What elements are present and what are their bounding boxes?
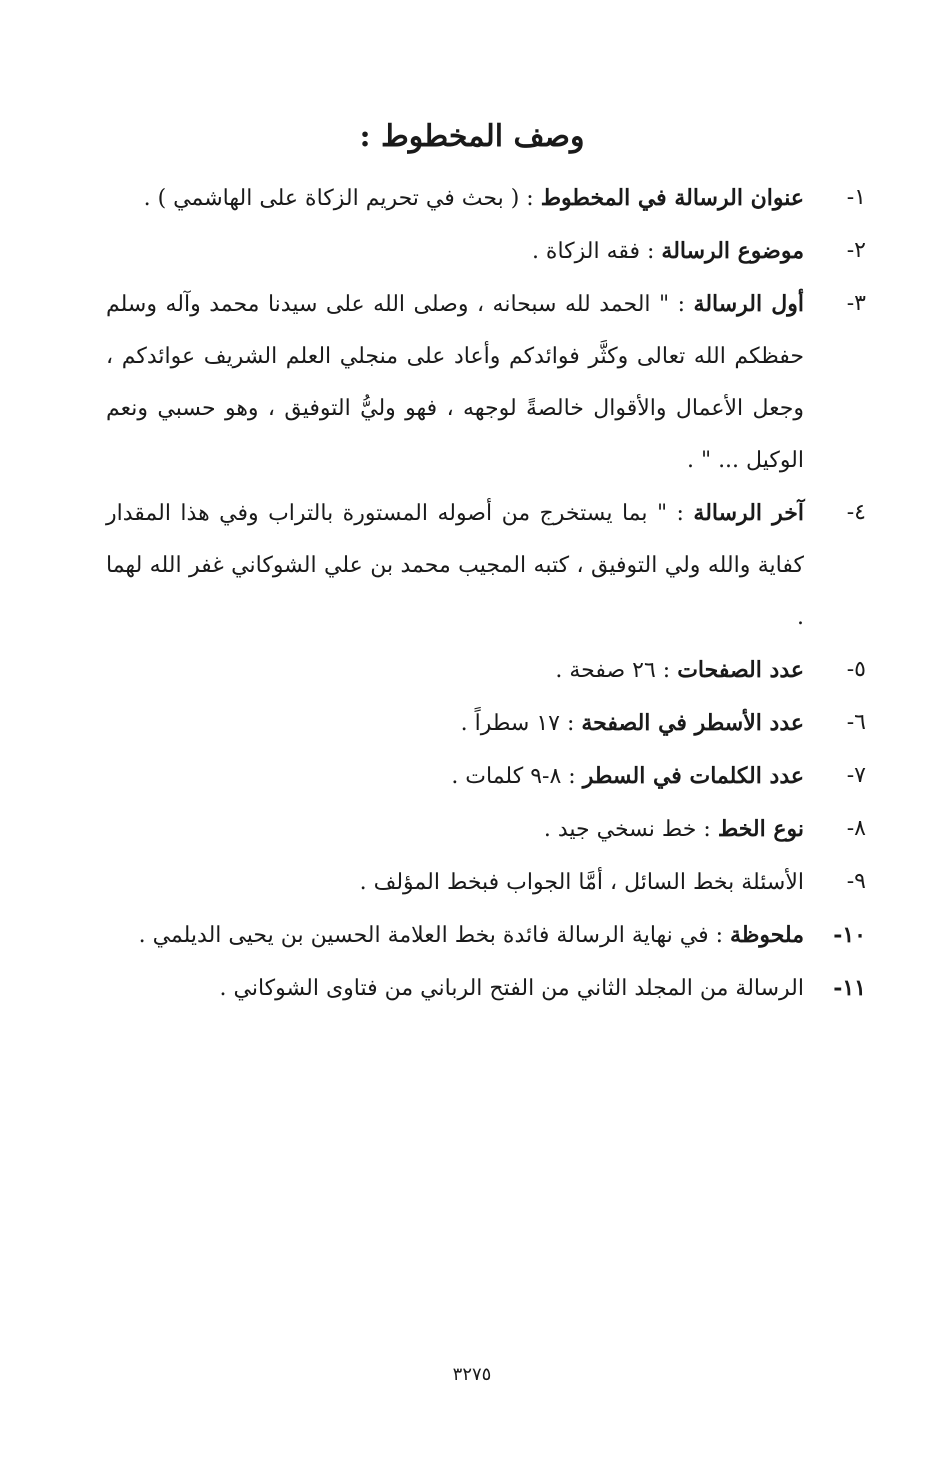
item-number: ٨-: [846, 816, 866, 841]
item-text: : ١٧ سطراً .: [460, 711, 582, 736]
item-body: [106, 697, 822, 750]
item-number: ١-: [846, 185, 866, 210]
list-item: [106, 909, 866, 962]
item-label: عدد الصفحات: [677, 657, 804, 683]
list-item: [106, 697, 866, 750]
item-body: [106, 172, 822, 225]
item-body: [106, 225, 822, 278]
list-item: [106, 803, 866, 856]
item-number: ٧-: [846, 763, 866, 788]
list-item: [106, 172, 866, 225]
item-text: : ( بحث في تحريم الزكاة على الهاشمي ) .: [143, 186, 541, 211]
list-item: [106, 487, 866, 644]
item-number: ١٠-: [833, 922, 866, 948]
list-item: [106, 750, 866, 803]
item-text: الأسئلة بخط السائل ، أمَّا الجواب فبخط المؤلف .: [359, 870, 804, 895]
item-text: : ٢٦ صفحة .: [555, 658, 678, 683]
page-number: ٣٢٧٥: [452, 1364, 492, 1385]
list-item: [106, 644, 866, 697]
item-label: عنوان الرسالة في المخطوط: [540, 185, 804, 211]
item-body: [106, 487, 822, 644]
item-label: عدد الأسطر في الصفحة: [581, 710, 804, 736]
manuscript-description-list: [106, 172, 866, 1015]
item-body: [106, 909, 822, 962]
item-body: [106, 803, 822, 856]
item-body: [106, 962, 822, 1015]
item-text: : خط نسخي جيد .: [543, 817, 718, 842]
item-label: نوع الخط: [717, 816, 804, 842]
item-body: [106, 750, 822, 803]
item-number: ٢-: [846, 238, 866, 263]
item-number: ٩-: [846, 869, 866, 894]
item-text: الرسالة من المجلد الثاني من الفتح الرباني من فتاوى الشوكاني .: [219, 976, 804, 1001]
item-label: آخر الرسالة: [693, 500, 804, 526]
list-item: [106, 225, 866, 278]
item-text: : ٨-٩ كلمات .: [451, 764, 583, 789]
item-number: ٦-: [846, 710, 866, 735]
item-text: : " الحمد لله سبحانه ، وصلى الله على سيدنا محمد وآله وسلم حفظكم الله تعالى وكثَّر فوائدكم وأعاد على منجلي العلم الشريف عوائدكم ، وجعل الأعمال والأقوال خالصةً لوجهه ، فهو وليُّ التوفيق ، وهو حسبي ونعم الوكيل ... " .: [106, 292, 804, 473]
list-item: [106, 962, 866, 1015]
item-label: موضوع الرسالة: [661, 238, 804, 264]
item-number: ٥-: [846, 657, 866, 682]
item-label: أول الرسالة: [693, 291, 805, 317]
item-number: ٣-: [846, 291, 866, 316]
item-body: [106, 278, 822, 487]
item-body: [106, 644, 822, 697]
item-body: [106, 856, 822, 909]
page-title: وصف المخطوط :: [359, 119, 585, 154]
list-item: [106, 278, 866, 487]
item-text: : فقه الزكاة .: [531, 239, 662, 264]
item-number: ٤-: [846, 500, 866, 525]
item-text: : " بما يستخرج من أصوله المستورة بالتراب وفي هذا المقدار كفاية والله ولي التوفيق ، كتبه المجيب محمد بن علي الشوكاني غفر الله لهما .: [106, 501, 804, 630]
item-text: : في نهاية الرسالة فائدة بخط العلامة الحسين بن يحيى الديلمي .: [138, 923, 731, 948]
item-label: عدد الكلمات في السطر: [582, 763, 804, 789]
item-number: ١١-: [833, 975, 866, 1001]
list-item: [106, 856, 866, 909]
item-label: ملحوظة: [730, 922, 804, 948]
